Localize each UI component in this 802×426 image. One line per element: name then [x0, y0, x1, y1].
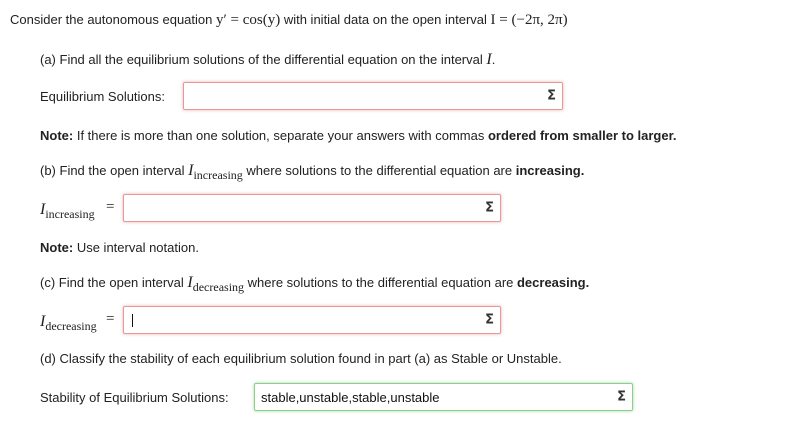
increasing-input[interactable] [124, 195, 467, 221]
note-bold-tail: ordered from smaller to larger. [487, 128, 677, 143]
part-c-prompt-end: where solutions to the differential equation are [244, 275, 517, 290]
increasing-symbol: I [40, 201, 46, 218]
part-b-subscript: increasing [193, 168, 243, 182]
text-cursor [132, 314, 133, 327]
part-b-prompt [40, 162, 584, 180]
part-a-prompt [40, 51, 495, 69]
header-middle: with initial data on the open interval [280, 12, 491, 27]
note-text: If there is more than one solution, separate your answers with commas [73, 128, 488, 143]
decreasing-input-box[interactable] [123, 306, 501, 334]
part-b-prompt-end: where solutions to the differential equation are [242, 163, 516, 178]
part-b-bold-end: increasing. [515, 163, 585, 178]
part-a-tail: . [491, 52, 496, 67]
increasing-equals: = [106, 199, 115, 215]
header-equation: y′ = cos(y) [215, 12, 281, 28]
increasing-input-box[interactable] [123, 194, 501, 222]
part-c-subscript: decreasing [192, 280, 245, 294]
part-c-symbol: I [187, 274, 193, 291]
decreasing-equals: = [106, 311, 115, 327]
header-interval: I = (−2π, 2π) [490, 12, 568, 28]
part-c-prompt-start: (c) Find the open interval [40, 275, 188, 290]
note-label: Note: [40, 240, 74, 255]
sigma-icon[interactable]: Σ [485, 312, 494, 328]
equilibrium-input-box[interactable] [183, 82, 563, 110]
sigma-icon[interactable]: Σ [547, 88, 556, 104]
decreasing-subscript: decreasing [45, 319, 97, 333]
note-interval [40, 240, 199, 255]
increasing-subscript: increasing [45, 207, 95, 221]
decreasing-input[interactable] [124, 307, 467, 333]
equilibrium-label: Equilibrium Solutions: [40, 89, 166, 104]
part-b-prompt-start: (b) Find the open interval [40, 163, 189, 178]
part-d-prompt: (d) Classify the stability of each equilibrium solution found in part (a) as Stable or Unstable. [40, 351, 562, 366]
increasing-label [40, 201, 95, 219]
question-header [10, 12, 568, 29]
header-prefix: Consider the autonomous equation [10, 12, 216, 27]
sigma-icon[interactable]: Σ [485, 200, 494, 216]
part-c-prompt [40, 274, 589, 292]
decreasing-label [40, 313, 97, 331]
note-label: Note: [40, 128, 74, 143]
part-a-interval-symbol: I [486, 51, 492, 68]
note-text: Use interval notation. [73, 240, 199, 255]
stability-input-box[interactable] [254, 383, 633, 411]
decreasing-symbol: I [40, 313, 46, 330]
equilibrium-input[interactable] [184, 83, 529, 109]
part-a-prompt-text: (a) Find all the equilibrium solutions of the differential equation on the interval [40, 52, 487, 67]
stability-input[interactable] [255, 384, 599, 410]
sigma-icon[interactable]: Σ [617, 389, 626, 405]
part-c-bold-end: decreasing. [516, 275, 590, 290]
stability-label: Stability of Equilibrium Solutions: [40, 390, 229, 405]
part-b-symbol: I [188, 162, 194, 179]
note-ordering [40, 128, 677, 143]
